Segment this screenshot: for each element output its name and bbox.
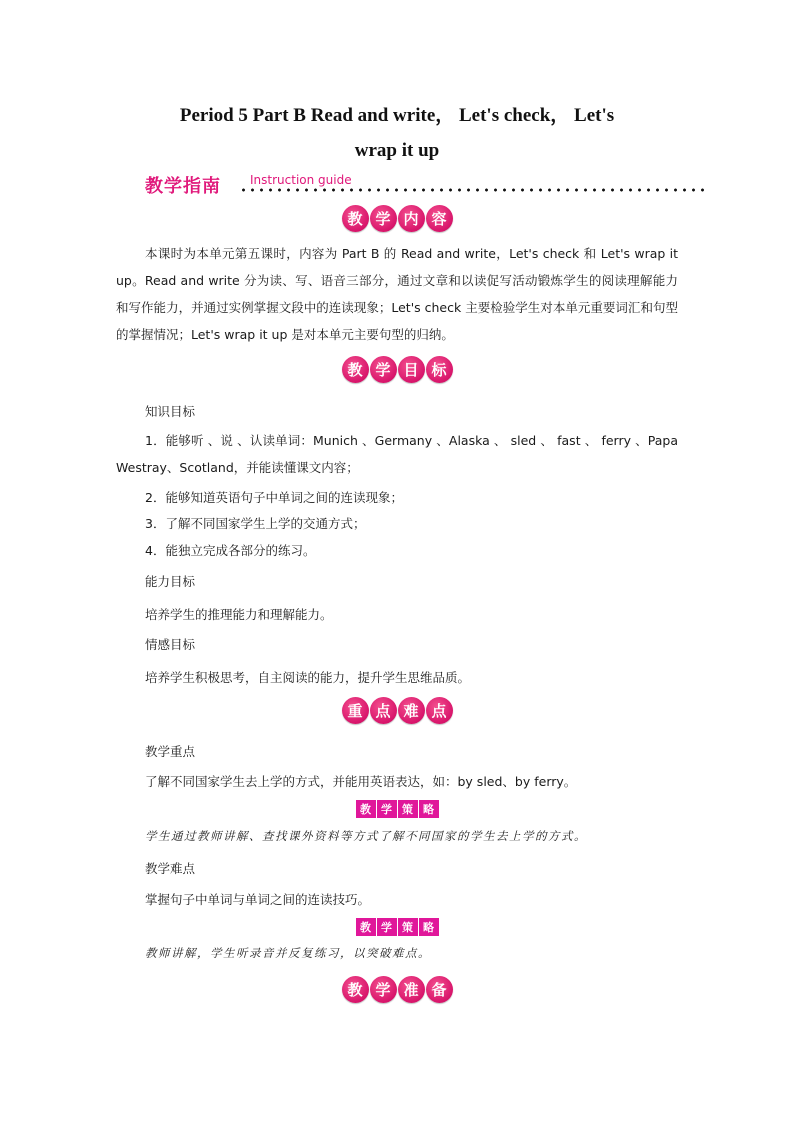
strategy-char: 略 (419, 918, 439, 936)
guide-title-en: Instruction guide (250, 173, 352, 187)
strategy-char: 学 (377, 800, 397, 818)
key-point-heading: 教学重点 (145, 744, 196, 759)
knowledge-item-4: 4．能独立完成各部分的练习。 (145, 543, 316, 558)
badge-char: 重 (342, 697, 369, 724)
difficult-point-strategy-text: 教师讲解，学生听录音并反复练习，以突破难点。 (145, 946, 431, 960)
strategy-badge-difficult (0, 918, 794, 936)
badge-char: 点 (426, 697, 453, 724)
badge-char: 教 (342, 356, 369, 383)
section-badge-content (0, 205, 794, 232)
knowledge-item-2: 2．能够知道英语句子中单词之间的连读现象； (145, 490, 403, 505)
guide-title-zh: 教学指南 (145, 176, 221, 197)
section-badge-prep (0, 976, 794, 1003)
emotion-goal-heading: 情感目标 (145, 637, 196, 652)
key-point-strategy-text: 学生通过教师讲解、查找课外资料等方式了解不同国家的学生去上学的方式。 (145, 829, 587, 843)
badge-char: 目 (398, 356, 425, 383)
strategy-char: 学 (377, 918, 397, 936)
difficult-point-heading: 教学难点 (145, 861, 196, 876)
badge-char: 学 (370, 356, 397, 383)
badge-char: 准 (398, 976, 425, 1003)
badge-char: 容 (426, 205, 453, 232)
badge-char: 学 (370, 976, 397, 1003)
strategy-badge-key (0, 800, 794, 818)
badge-char: 教 (342, 976, 369, 1003)
badge-char: 难 (398, 697, 425, 724)
content-paragraph: 本课时为本单元第五课时，内容为 Part B 的 Read and write，Let's check 和 Let's wrap it up。Read and write 分为读、写、语音三部分，通过文章和以读促写活动锻炼学生的阅读理解能力和写作能力，并通过实例掌握文段中的连读现象；Let's check 主要检验学生对本单元重要词汇和句型的掌握情况；Let's wrap it up 是对本单元主要句型的归纳。 (116, 246, 678, 342)
badge-char: 内 (398, 205, 425, 232)
knowledge-item-1: 1．能够听 、说 、认读单词：Munich 、Germany 、Alaska 、 sled 、 fast 、 ferry 、Papa Westray、Scotland，并能读懂课文内容； (116, 433, 678, 475)
badge-char: 学 (370, 205, 397, 232)
badge-char: 点 (370, 697, 397, 724)
strategy-char: 教 (356, 800, 376, 818)
badge-char: 备 (426, 976, 453, 1003)
difficult-point-text: 掌握句子中单词与单词之间的连读技巧。 (145, 892, 371, 907)
section-badge-keypoints (0, 697, 794, 724)
lesson-title-line-2: wrap it up (354, 140, 440, 161)
instruction-guide-header (145, 172, 710, 198)
strategy-char: 略 (419, 800, 439, 818)
strategy-char: 教 (356, 918, 376, 936)
strategy-char: 策 (398, 918, 418, 936)
key-point-text: 了解不同国家学生去上学的方式，并能用英语表达，如：by sled、by ferry。 (145, 774, 577, 789)
knowledge-item-3: 3．了解不同国家学生上学的交通方式； (145, 516, 366, 531)
dotted-leader (239, 188, 707, 192)
ability-goal-text: 培养学生的推理能力和理解能力。 (145, 607, 333, 622)
lesson-title-line-1: Period 5 Part B Read and write， Let's check， Let's (179, 105, 615, 126)
knowledge-goal-heading: 知识目标 (145, 404, 196, 419)
emotion-goal-text: 培养学生积极思考，自主阅读的能力，提升学生思维品质。 (145, 670, 471, 685)
ability-goal-heading: 能力目标 (145, 574, 196, 589)
section-badge-goals (0, 356, 794, 383)
badge-char: 教 (342, 205, 369, 232)
badge-char: 标 (426, 356, 453, 383)
strategy-char: 策 (398, 800, 418, 818)
